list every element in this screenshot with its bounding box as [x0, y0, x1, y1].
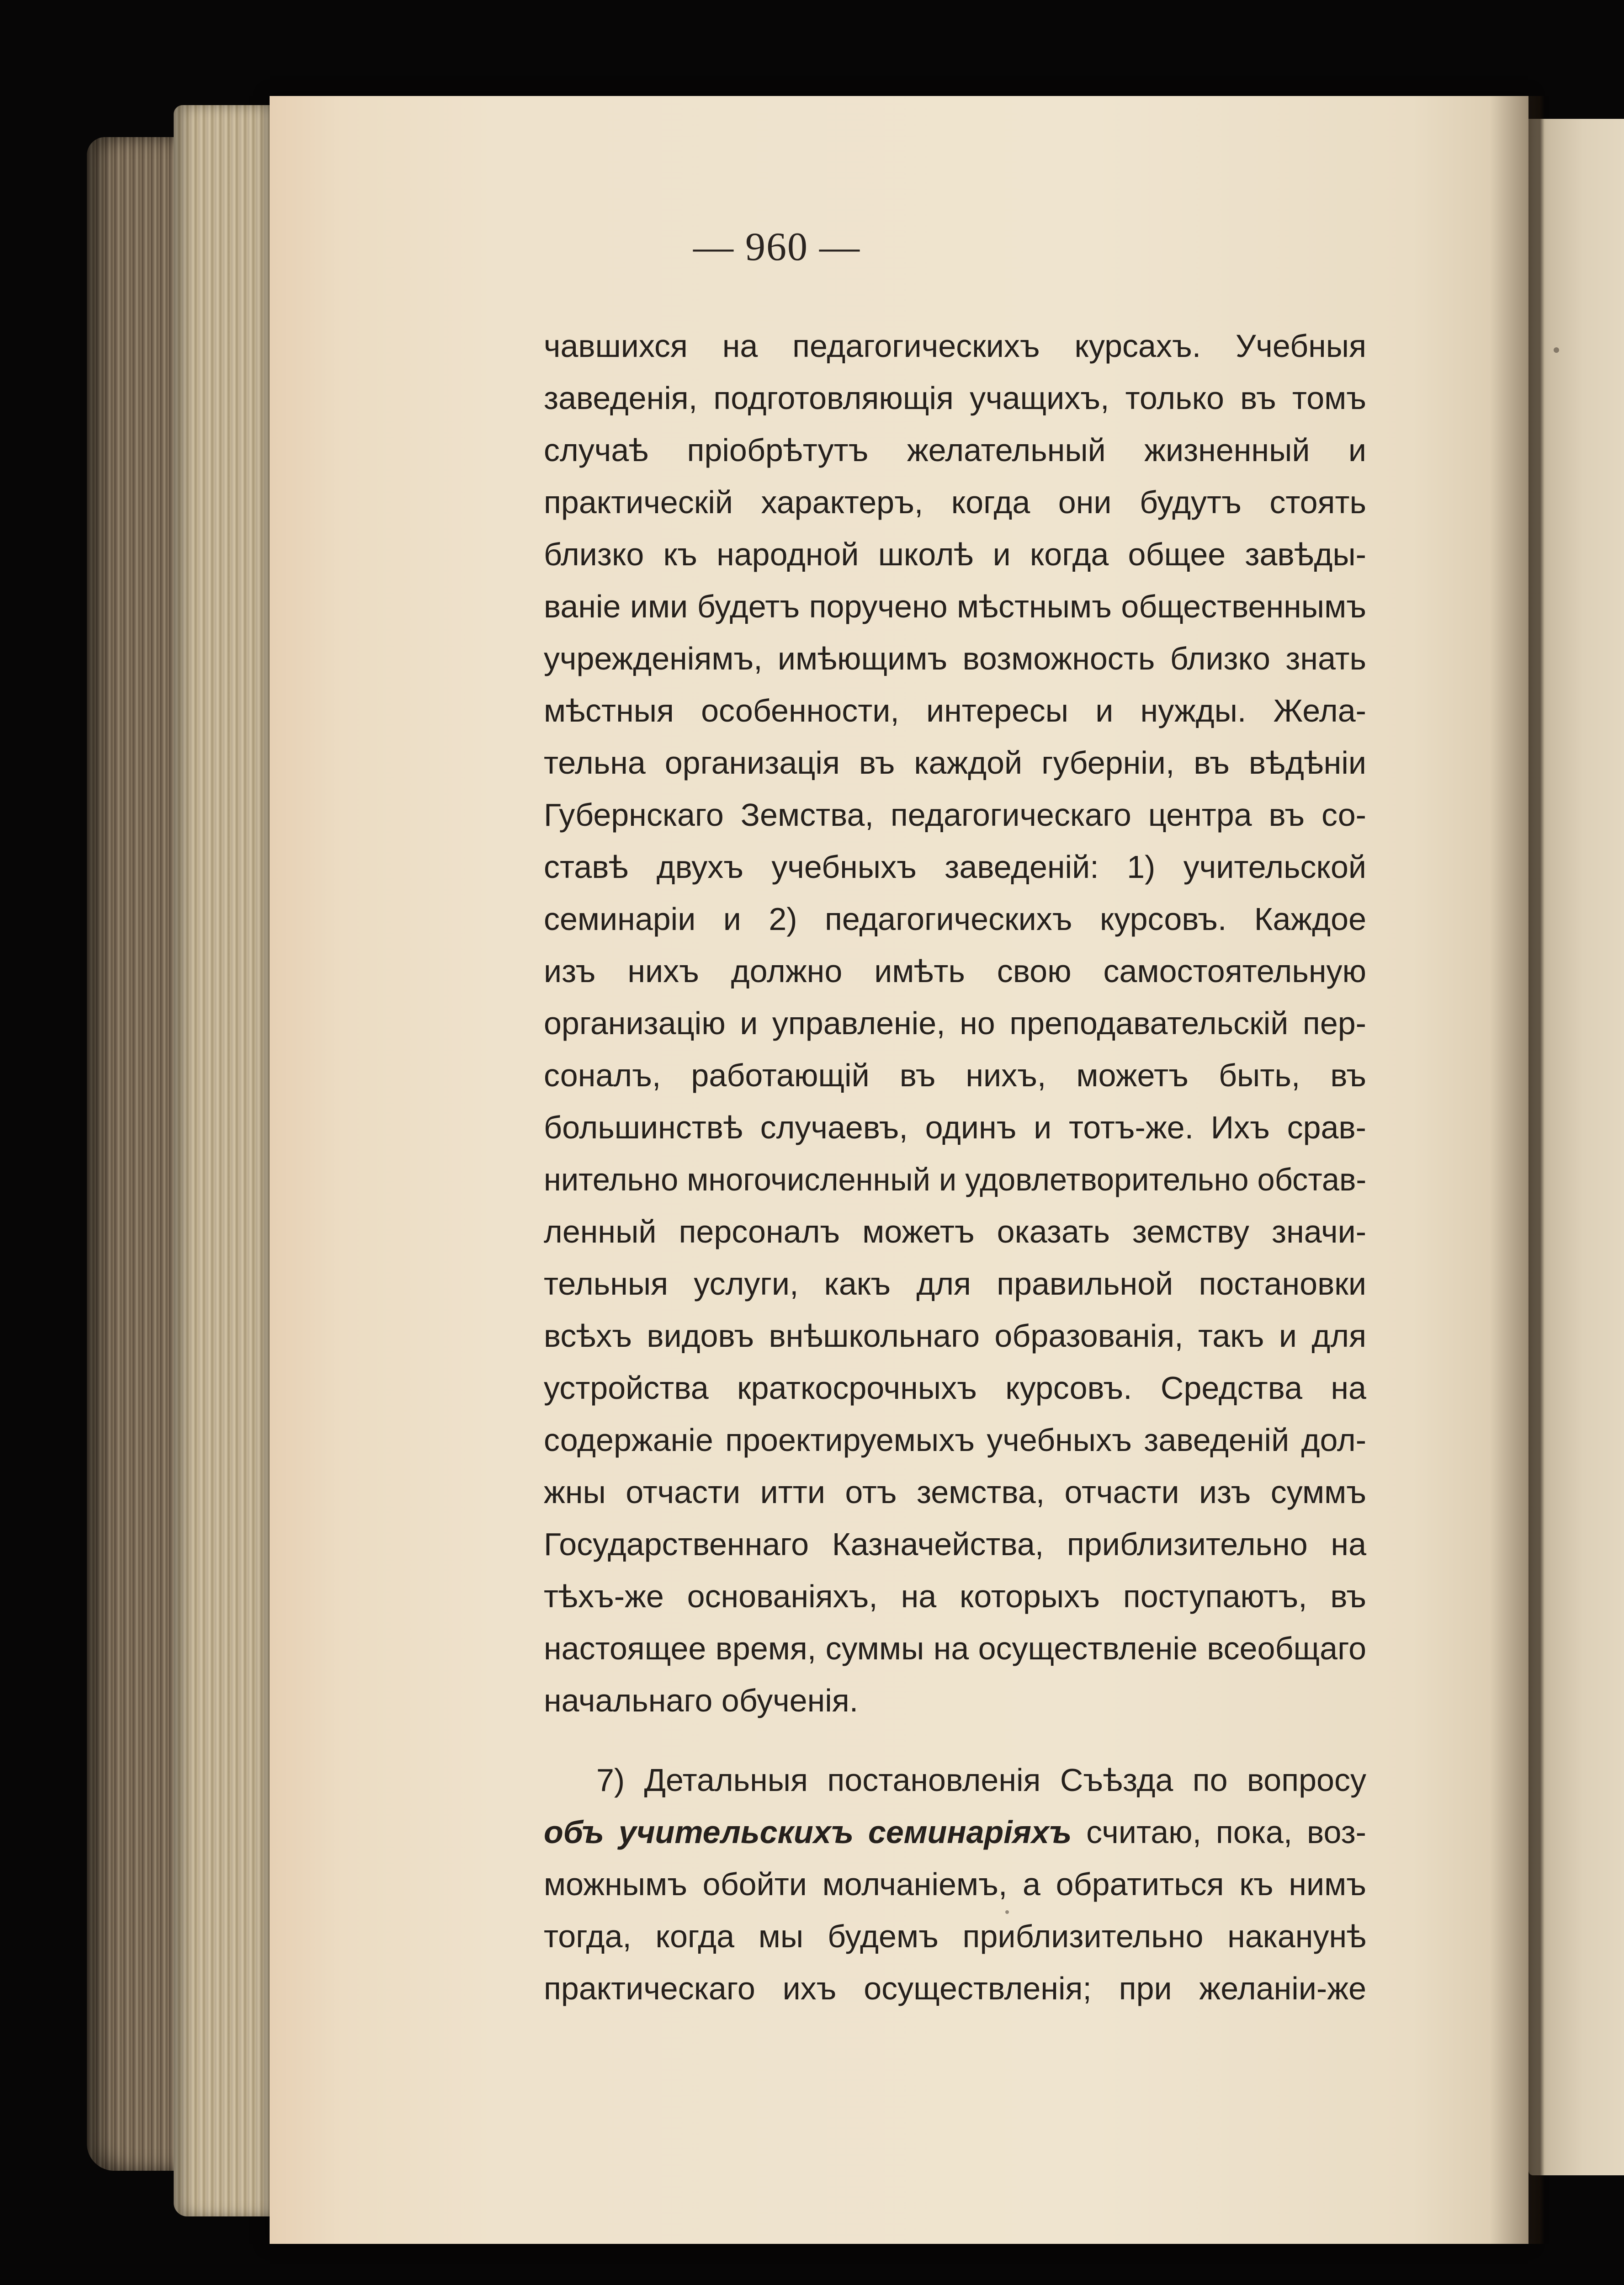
text-line: устройства краткосрочныхъ курсовъ. Средства на — [544, 1370, 1366, 1406]
text-line: практическаго ихъ осуществленія; при желаніи-же — [544, 1971, 1366, 2006]
text-line — [544, 1806, 1366, 1858]
text-line: чавшихся на педагогическихъ курсахъ. Учебныя — [544, 328, 1366, 364]
text-line: изъ нихъ должно имѣть свою самостоятельную — [544, 953, 1366, 989]
text-line: семинаріи и 2) педагогическихъ курсовъ. Каждое — [544, 901, 1366, 937]
text-line: тогда, когда мы будемъ приблизительно наканунѣ — [544, 1918, 1366, 1954]
text-line: заведенія, подготовляющія учащихъ, только въ томъ — [544, 380, 1366, 416]
paragraph-2 — [544, 1754, 1366, 2014]
text-line: практическій характеръ, когда они будутъ стоять — [544, 484, 1366, 520]
text-line-rest: считаю, пока, воз- — [1072, 1814, 1366, 1850]
text-line: организацію и управленіе, но преподавательскій пер- — [544, 1005, 1366, 1041]
text-line: всѣхъ видовъ внѣшкольнаго образованія, такъ и для — [544, 1318, 1366, 1354]
text-line: ленный персоналъ можетъ оказать земству значи- — [544, 1214, 1366, 1249]
paragraph-gap — [544, 1727, 1366, 1754]
text-line: тельныя услуги, какъ для правильной постановки — [544, 1266, 1366, 1302]
text-line: начальнаго обученія. — [544, 1683, 859, 1718]
text-line: настоящее время, суммы на осуществленіе всеобщаго — [544, 1631, 1366, 1666]
text-line: жны отчасти итти отъ земства, отчасти изъ суммъ — [544, 1474, 1366, 1510]
text-line: соналъ, работающій въ нихъ, можетъ быть, въ — [544, 1057, 1366, 1093]
text-line: случаѣ пріобрѣтутъ желательный жизненный и — [544, 432, 1366, 468]
paper-speck — [1554, 347, 1559, 353]
text-line: близко къ народной школѣ и когда общее завѣды- — [544, 537, 1366, 572]
text-line: Государственнаго Казначейства, приблизительно на — [544, 1526, 1366, 1562]
text-line: нительно многочисленный и удовлетворительно обстав- — [544, 1162, 1367, 1197]
text-line: Губернскаго Земства, педагогическаго центра въ со- — [544, 797, 1366, 833]
text-line: мѣстныя особенности, интересы и нужды. Жела- — [544, 693, 1366, 728]
gutter-shadow — [1490, 96, 1544, 2244]
text-line: учрежденіямъ, имѣющимъ возможность близко знать — [544, 641, 1366, 676]
text-line: ваніе ими будетъ поручено мѣстнымъ общественнымъ — [544, 589, 1366, 624]
text-line: содержаніе проектируемыхъ учебныхъ заведеній дол- — [544, 1422, 1366, 1458]
text-line: 7) Детальныя постановленія Съѣзда по вопросу — [596, 1762, 1366, 1798]
text-line: тѣхъ-же основаніяхъ, на которыхъ поступаютъ, въ — [544, 1578, 1366, 1614]
paragraph-1 — [544, 320, 1366, 1727]
italic-phrase: объ учительскихъ семинаріяхъ — [544, 1814, 1072, 1850]
page-number: — 960 — — [693, 225, 860, 269]
text-line: большинствѣ случаевъ, одинъ и тотъ-же. Ихъ срав- — [544, 1110, 1366, 1145]
page-text — [544, 320, 1366, 2014]
text-line: ставѣ двухъ учебныхъ заведеній: 1) учительской — [544, 849, 1366, 885]
paper-speck — [1005, 1910, 1009, 1914]
text-line: можнымъ обойти молчаніемъ, а обратиться къ нимъ — [544, 1866, 1366, 1902]
text-line: тельна организація въ каждой губерніи, въ вѣдѣніи — [544, 745, 1366, 781]
paragraph-2-lines — [544, 1858, 1366, 2014]
